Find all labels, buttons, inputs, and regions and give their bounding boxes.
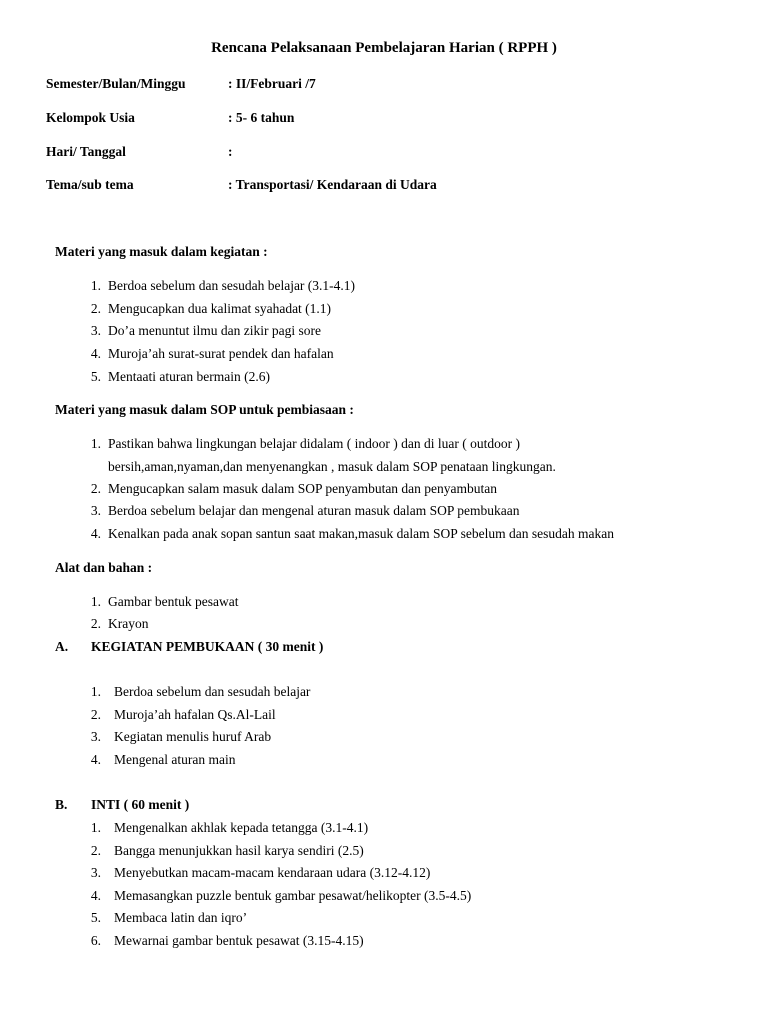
section-heading-materi-sop: Materi yang masuk dalam SOP untuk pembiasaan : [55,402,354,417]
list-item: Krayon [108,616,149,631]
list-item: Mewarnai gambar bentuk pesawat (3.15-4.15) [114,933,364,948]
section-heading-materi-kegiatan: Materi yang masuk dalam kegiatan : [55,244,268,259]
list-number: 1. [90,820,101,835]
section-letter-b: B. [55,797,68,812]
list-item: Mentaati aturan bermain (2.6) [108,369,270,384]
list-item: Mengenalkan akhlak kepada tetangga (3.1-4.1) [114,820,369,835]
list-number: 3. [90,503,101,518]
header-value-semester: : II/Februari /7 [228,76,316,91]
list-item: Berdoa sebelum dan sesudah belajar (3.1-4.1) [108,278,356,293]
page-title: Rencana Pelaksanaan Pembelajaran Harian ( RPPH ) [211,40,557,56]
header-value-tema: : Transportasi/ Kendaraan di Udara [228,177,437,192]
section-letter-a: A. [55,639,69,654]
list-item: Memasangkan puzzle bentuk gambar pesawat/helikopter (3.5-4.5) [114,888,472,903]
list-number: 1. [90,684,101,699]
list-item: Gambar bentuk pesawat [108,594,239,609]
list-item: Muroja’ah surat-surat pendek dan hafalan [108,346,334,361]
list-item: Mengenal aturan main [114,752,236,767]
list-item: Mengucapkan dua kalimat syahadat (1.1) [108,301,332,316]
list-number: 4. [90,752,101,767]
list-item-continuation: bersih,aman,nyaman,dan menyenangkan , masuk dalam SOP penataan lingkungan. [108,459,556,474]
list-number: 2. [90,481,101,496]
list-number: 3. [90,323,101,338]
section-heading-pembukaan: KEGIATAN PEMBUKAAN ( 30 menit ) [91,639,324,654]
list-item: Muroja’ah hafalan Qs.Al-Lail [114,707,276,722]
section-heading-alat-bahan: Alat dan bahan : [55,560,153,575]
list-item: Berdoa sebelum belajar dan mengenal aturan masuk dalam SOP pembukaan [108,503,520,518]
header-label-hari-tanggal: Hari/ Tanggal [46,144,126,159]
header-label-semester: Semester/Bulan/Minggu [46,76,186,91]
list-number: 6. [90,933,101,948]
list-item: Membaca latin dan iqro’ [114,910,248,925]
list-item: Mengucapkan salam masuk dalam SOP penyambutan dan penyambutan [108,481,498,496]
list-number: 1. [90,436,101,451]
header-value-kelompok-usia: : 5- 6 tahun [228,110,295,125]
header-label-tema: Tema/sub tema [46,177,134,192]
list-number: 4. [90,888,101,903]
list-item: Kegiatan menulis huruf Arab [114,729,272,744]
list-number: 2. [90,616,101,631]
list-number: 5. [90,910,101,925]
list-number: 1. [90,278,101,293]
list-number: 3. [90,729,101,744]
list-number: 3. [90,865,101,880]
list-item: Menyebutkan macam-macam kendaraan udara (3.12-4.12) [114,865,431,880]
section-heading-inti: INTI ( 60 menit ) [91,797,190,812]
header-label-kelompok-usia: Kelompok Usia [46,110,135,125]
list-item: Pastikan bahwa lingkungan belajar didalam ( indoor ) dan di luar ( outdoor ) [108,436,521,451]
list-number: 4. [90,526,101,541]
list-item: Do’a menuntut ilmu dan zikir pagi sore [108,323,321,338]
header-value-hari-tanggal: : [228,144,233,159]
list-number: 2. [90,707,101,722]
list-number: 4. [90,346,101,361]
list-number: 2. [90,301,101,316]
list-number: 2. [90,843,101,858]
list-number: 5. [90,369,101,384]
list-item: Berdoa sebelum dan sesudah belajar [114,684,311,699]
list-item: Kenalkan pada anak sopan santun saat makan,masuk dalam SOP sebelum dan sesudah makan [108,526,614,541]
list-number: 1. [90,594,101,609]
list-item: Bangga menunjukkan hasil karya sendiri (2.5) [114,843,364,858]
